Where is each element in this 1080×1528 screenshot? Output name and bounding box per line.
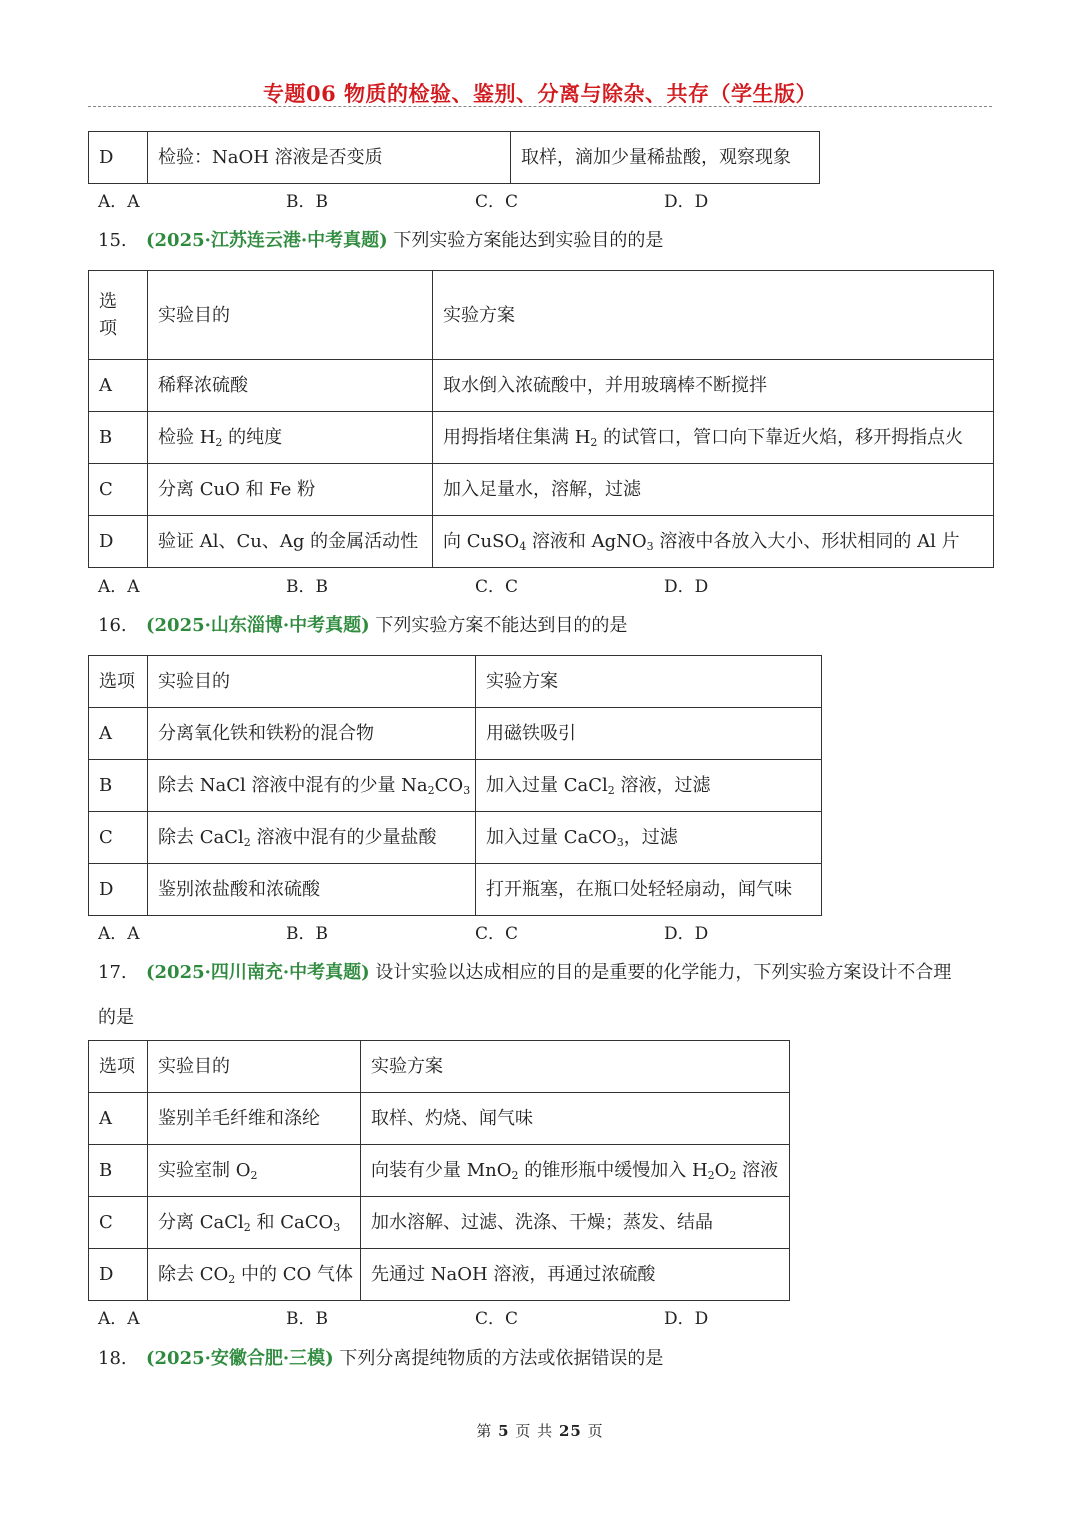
table-row bbox=[89, 864, 822, 916]
current-page: 5 bbox=[498, 1422, 510, 1440]
question-number: 17. bbox=[98, 962, 127, 983]
answer-option-d[interactable]: D．D bbox=[664, 924, 709, 944]
option-key: D bbox=[89, 864, 148, 916]
q16-table bbox=[88, 655, 822, 916]
option-key: A bbox=[89, 1093, 148, 1145]
header-purpose: 实验目的 bbox=[148, 1041, 361, 1093]
header-option: 选项 bbox=[89, 656, 148, 708]
header-option: 选项 bbox=[89, 1041, 148, 1093]
experiment-method: 加水溶解、过滤、洗涤、干燥；蒸发、结晶 bbox=[361, 1197, 790, 1249]
experiment-purpose: 除去 $CO_2$ 中的 CO 气体 bbox=[148, 1249, 361, 1301]
experiment-method: 加入过量 CaCl$_2$ 溶液，过滤 bbox=[476, 760, 822, 812]
option-key: D bbox=[89, 132, 148, 184]
question-source: (2025·山东淄博·中考真题) bbox=[146, 615, 370, 636]
question-text: 下列实验方案不能达到目的的是 bbox=[375, 615, 628, 636]
header-method: 实验方案 bbox=[433, 271, 994, 360]
experiment-purpose: 分离 CaCl$_2$ 和 CaCO$_3$ bbox=[148, 1197, 361, 1249]
q16-stem bbox=[98, 611, 627, 637]
option-key: C bbox=[89, 812, 148, 864]
q18-stem bbox=[98, 1344, 663, 1370]
option-key: A bbox=[89, 708, 148, 760]
experiment-purpose: 除去 CaCl$_2$ 溶液中混有的少量盐酸 bbox=[148, 812, 476, 864]
table-row bbox=[89, 1093, 790, 1145]
q14-table bbox=[88, 131, 820, 184]
table-header-row bbox=[89, 656, 822, 708]
experiment-method: 取水倒入浓硫酸中，并用玻璃棒不断搅拌 bbox=[433, 360, 994, 412]
q17-stem-continued: 的是 bbox=[98, 1007, 134, 1028]
answer-option-b[interactable]: B．B bbox=[286, 1309, 328, 1329]
answer-option-b[interactable]: B．B bbox=[286, 577, 328, 597]
header-method: 实验方案 bbox=[476, 656, 822, 708]
answer-option-d[interactable]: D．D bbox=[664, 1309, 709, 1329]
option-key: B bbox=[89, 1145, 148, 1197]
experiment-purpose: 检验 $H_2$ 的纯度 bbox=[148, 412, 433, 464]
question-number: 16. bbox=[98, 615, 127, 636]
experiment-purpose: 分离 CuO 和 Fe 粉 bbox=[148, 464, 433, 516]
experiment-purpose: 验证 Al、Cu、Ag 的金属活动性 bbox=[148, 516, 433, 568]
option-key: B bbox=[89, 412, 148, 464]
experiment-method: 用拇指堵住集满 $H_2$ 的试管口，管口向下靠近火焰，移开拇指点火 bbox=[433, 412, 994, 464]
experiment-method: 取样、灼烧、闻气味 bbox=[361, 1093, 790, 1145]
header-method: 实验方案 bbox=[361, 1041, 790, 1093]
answer-option-c[interactable]: C．C bbox=[475, 577, 519, 597]
table-row bbox=[89, 1197, 790, 1249]
table-row bbox=[89, 708, 822, 760]
table-row bbox=[89, 760, 822, 812]
answer-option-b[interactable]: B．B bbox=[286, 924, 328, 944]
experiment-purpose: 鉴别浓盐酸和浓硫酸 bbox=[148, 864, 476, 916]
header-option: 选 项 bbox=[89, 271, 148, 360]
experiment-purpose: 分离氧化铁和铁粉的混合物 bbox=[148, 708, 476, 760]
experiment-purpose: 除去 NaCl 溶液中混有的少量 $Na_2CO_3$ bbox=[148, 760, 476, 812]
table-row bbox=[89, 1145, 790, 1197]
question-number: 18. bbox=[98, 1348, 127, 1369]
experiment-method: 取样，滴加少量稀盐酸，观察现象 bbox=[511, 132, 820, 184]
experiment-purpose: 鉴别羊毛纤维和涤纶 bbox=[148, 1093, 361, 1145]
experiment-method: 加入过量 CaCO$_3$，过滤 bbox=[476, 812, 822, 864]
question-source: (2025·四川南充·中考真题) bbox=[146, 962, 370, 983]
answer-option-c[interactable]: C．C bbox=[475, 924, 519, 944]
question-text: 设计实验以达成相应的目的是重要的化学能力，下列实验方案设计不合理 bbox=[375, 962, 952, 983]
header-divider bbox=[88, 106, 992, 107]
answer-option-a[interactable]: A．A bbox=[98, 1309, 140, 1329]
q15-stem bbox=[98, 226, 663, 252]
question-text: 下列实验方案能达到实验目的的是 bbox=[393, 230, 664, 251]
option-key: C bbox=[89, 464, 148, 516]
table-header-row bbox=[89, 1041, 790, 1093]
answer-option-c[interactable]: C．C bbox=[475, 192, 519, 212]
question-number: 15. bbox=[98, 230, 127, 251]
table-row bbox=[89, 412, 994, 464]
experiment-method: 向装有少量 MnO$_2$ 的锥形瓶中缓慢加入 $H_2O_2$ 溶液 bbox=[361, 1145, 790, 1197]
table-row bbox=[89, 464, 994, 516]
option-key: C bbox=[89, 1197, 148, 1249]
option-key: D bbox=[89, 516, 148, 568]
table-row bbox=[89, 132, 820, 184]
experiment-method: 向 CuSO$_4$ 溶液和 AgNO$_3$ 溶液中各放入大小、形状相同的 Al 片 bbox=[433, 516, 994, 568]
table-row bbox=[89, 1249, 790, 1301]
experiment-purpose: 稀释浓硫酸 bbox=[148, 360, 433, 412]
option-key: A bbox=[89, 360, 148, 412]
answer-option-a[interactable]: A．A bbox=[98, 577, 140, 597]
answer-option-c[interactable]: C．C bbox=[475, 1309, 519, 1329]
option-key: D bbox=[89, 1249, 148, 1301]
answer-option-d[interactable]: D．D bbox=[664, 577, 709, 597]
experiment-method: 打开瓶塞，在瓶口处轻轻扇动，闻气味 bbox=[476, 864, 822, 916]
page-title: 专题06 物质的检验、鉴别、分离与除杂、共存（学生版） bbox=[262, 81, 818, 106]
question-source: (2025·江苏连云港·中考真题) bbox=[146, 230, 388, 251]
experiment-method: 先通过 NaOH 溶液，再通过浓硫酸 bbox=[361, 1249, 790, 1301]
page-number-footer: 第 5 页 共 25 页 bbox=[476, 1422, 604, 1440]
question-source: (2025·安徽合肥·三模) bbox=[146, 1348, 334, 1369]
answer-option-a[interactable]: A．A bbox=[98, 192, 140, 212]
experiment-purpose: 实验室制 $O_2$ bbox=[148, 1145, 361, 1197]
table-row bbox=[89, 812, 822, 864]
option-key: B bbox=[89, 760, 148, 812]
answer-option-d[interactable]: D．D bbox=[664, 192, 709, 212]
total-pages: 25 bbox=[558, 1422, 582, 1440]
answer-option-a[interactable]: A．A bbox=[98, 924, 140, 944]
table-row bbox=[89, 360, 994, 412]
q17-stem bbox=[98, 958, 951, 984]
experiment-purpose: 检验：NaOH 溶液是否变质 bbox=[148, 132, 511, 184]
header-purpose: 实验目的 bbox=[148, 656, 476, 708]
header-purpose: 实验目的 bbox=[148, 271, 433, 360]
table-row bbox=[89, 516, 994, 568]
table-header-row bbox=[89, 271, 994, 360]
experiment-method: 用磁铁吸引 bbox=[476, 708, 822, 760]
q17-table bbox=[88, 1040, 790, 1301]
experiment-method: 加入足量水，溶解，过滤 bbox=[433, 464, 994, 516]
q15-table bbox=[88, 270, 994, 568]
question-text: 下列分离提纯物质的方法或依据错误的是 bbox=[339, 1348, 664, 1369]
answer-option-b[interactable]: B．B bbox=[286, 192, 328, 212]
